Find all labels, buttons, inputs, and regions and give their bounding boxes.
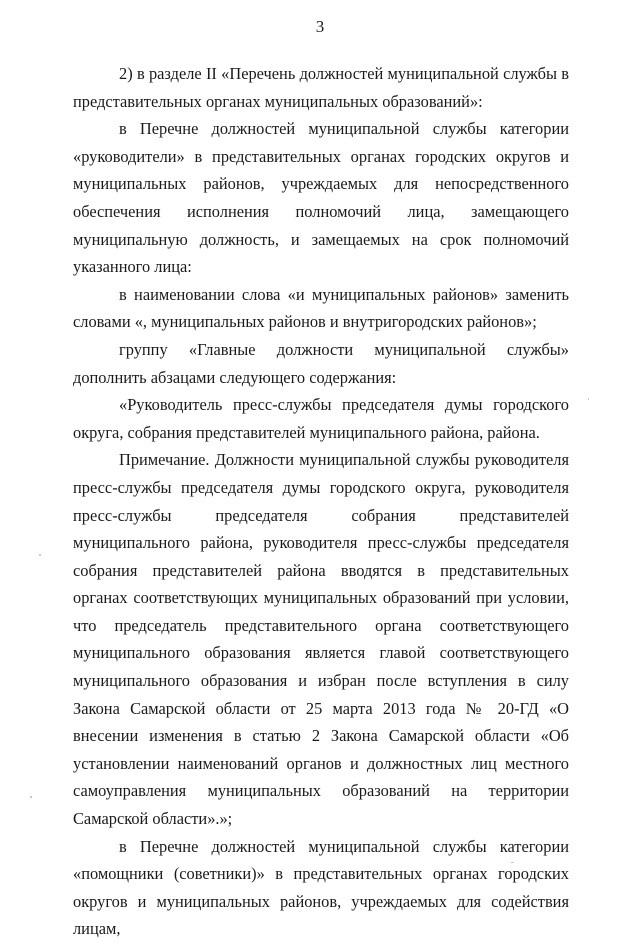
paragraph-press-head: «Руководитель пресс-службы председателя думы городского округа, собрания представителей муниципального района, района. — [73, 395, 569, 442]
document-body — [73, 60, 569, 943]
paragraph-group-add: группу «Главные должности муниципальной службы» дополнить абзацами следующего содержания: — [73, 339, 569, 387]
paragraph-list-leaders: в Перечне должностей муниципальной службы категории «руководители» в представительных органах городских округов и муниципальных районов, учреждаемых для непосредственного обеспечения исполнения полномочий лица, замещающего муниципальную должность, и замещаемых на срок полномочий указанного лица: — [73, 119, 569, 277]
scan-speck — [30, 796, 32, 798]
scan-speck — [511, 862, 514, 863]
paragraph-list-assistants: в Перечне должностей муниципальной службы категории «помощники (советники)» в представительных органах городских округов и муниципальных районов, учреждаемых для содействия лицам, — [73, 836, 569, 939]
paragraph-title-replace: в наименовании слова «и муниципальных районов» заменить словами «, муниципальных районов и внутригородских районов»; — [73, 284, 569, 332]
paragraph-section-amendment: 2) в разделе II «Перечень должностей муниципальной службы в представительных органах муниципальных образований»: — [73, 64, 569, 111]
paragraph-note: Примечание. Должности муниципальной службы руководителя пресс-службы председателя думы городского округа, руководителя пресс-службы председателя собрания представителей муниципального района, руководителя пресс-службы председателя собрания представителей района вводятся в представительных органах соответствующих муниципальных образований при условии, что председатель представительного органа соответствующего муниципального образования является главой соответствующего муниципального образования и избран после вступления в силу Закона Самарской области от 25 марта 2013 года № 20-ГД «О внесении изменения в статью 2 Закона Самарской области «Об установлении наименований органов и должностных лиц местного самоуправления муниципальных образований на территории Самарской области».»; — [73, 450, 569, 829]
scan-speck — [39, 554, 41, 556]
scan-speck — [588, 398, 589, 400]
page-number: 3 — [315, 17, 325, 36]
